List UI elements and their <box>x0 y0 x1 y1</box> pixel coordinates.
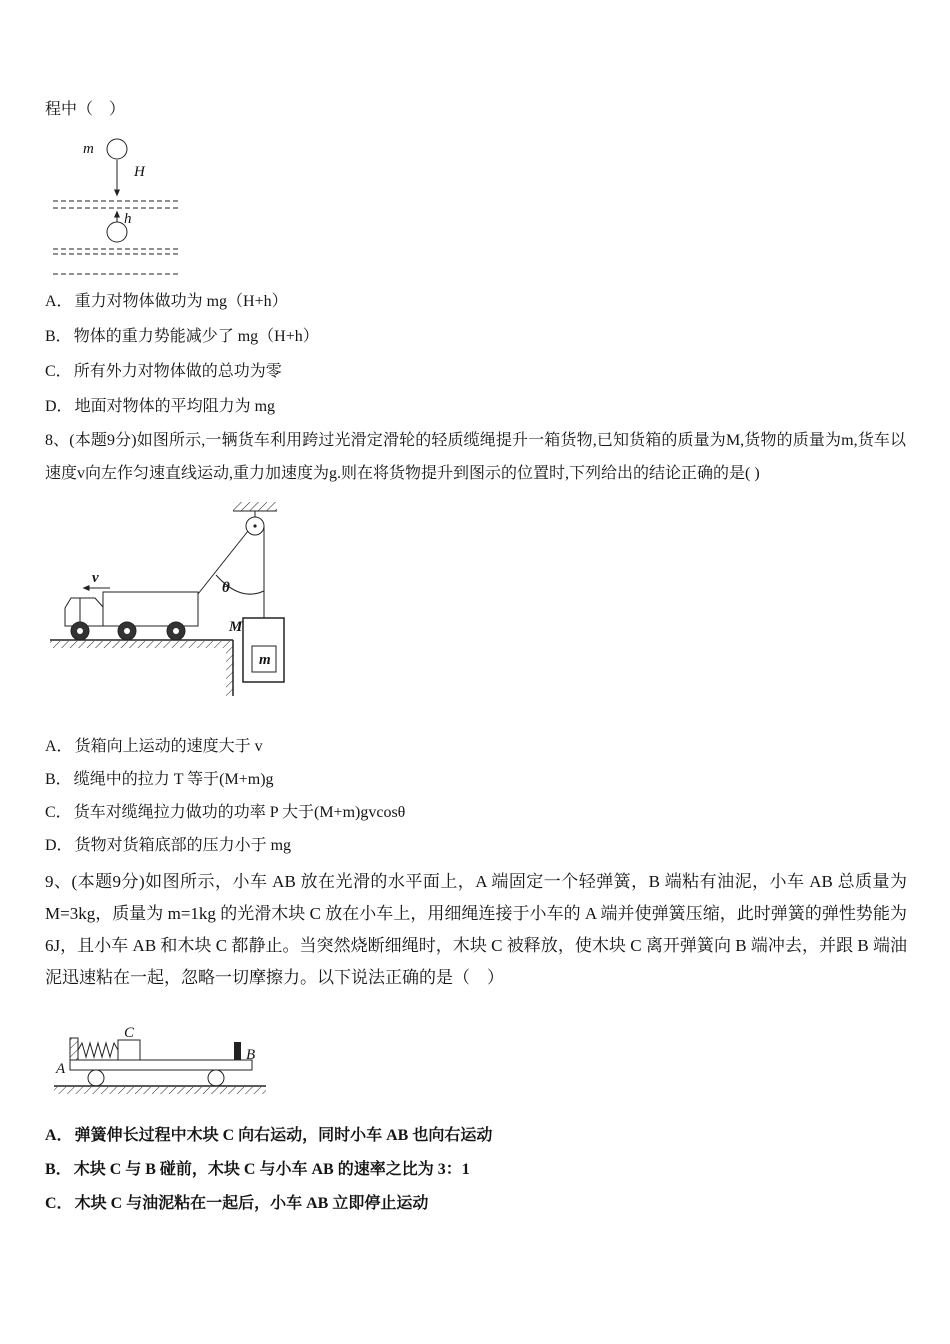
option-label: B． <box>45 328 72 345</box>
angle-label: θ <box>222 580 230 596</box>
ground-hatch <box>50 641 233 648</box>
option-label: A． <box>45 293 73 310</box>
option-label: C． <box>45 804 72 821</box>
ceiling-hatch <box>233 502 277 511</box>
wheel-hub <box>77 628 83 634</box>
option-label: D． <box>45 398 73 415</box>
q7-option-a <box>45 292 319 312</box>
option-text: 所有外力对物体做的总功为零 <box>73 363 282 380</box>
question-8-options <box>45 737 405 869</box>
wheel-hub <box>173 628 179 634</box>
q8-option-d <box>45 836 405 856</box>
option-label: C． <box>45 363 72 380</box>
ball-start <box>107 139 127 159</box>
q9-option-b <box>45 1160 492 1180</box>
cart-b-label: B <box>246 1047 256 1063</box>
cart-a-label: A <box>56 1061 66 1077</box>
question-7-options <box>45 292 319 432</box>
option-text: 货箱向上运动的速度大于 v <box>74 738 263 755</box>
block-c-label: C <box>124 1025 135 1041</box>
option-label: B． <box>45 1161 72 1178</box>
cart-platform <box>70 1060 252 1070</box>
option-text: 地面对物体的平均阻力为 mg <box>74 398 276 415</box>
q8-option-b <box>45 770 405 790</box>
load-label: m <box>259 652 271 668</box>
option-text: 木块 C 与 B 碰前，木块 C 与小车 AB 的速率之比为 3：1 <box>73 1161 470 1178</box>
cliff-hatch <box>226 648 233 696</box>
option-text: 物体的重力势能减少了 mg（H+h） <box>73 328 319 345</box>
ground-hatch <box>54 1087 266 1094</box>
q8-option-a <box>45 737 405 757</box>
option-text: 弹簧伸长过程中木块 C 向右运动，同时小车 AB 也向右运动 <box>74 1127 493 1144</box>
option-text: 货物对货箱底部的压力小于 mg <box>74 837 292 854</box>
container-label: M <box>229 619 243 635</box>
q7-option-b <box>45 327 319 347</box>
q7-option-d <box>45 397 319 417</box>
truck-bed <box>103 592 198 626</box>
question-7-stem-continuation: 程中（ ） <box>45 101 126 118</box>
option-label: A． <box>45 738 73 755</box>
option-text: 木块 C 与油泥粘在一起后，小车 AB 立即停止运动 <box>74 1195 429 1212</box>
spring <box>78 1043 118 1057</box>
putty-block <box>234 1042 241 1060</box>
figure-cart-spring <box>48 1025 288 1100</box>
question-8-stem: 8、(本题9分)如图所示,一辆货车利用跨过光滑定滑轮的轻质缆绳提升一箱货物,已知货箱的质量为M,货物的质量为m,货车以速度v向左作匀速直线运动,重力加速度为g.则在将货物提升到图示的位置时,下列给出的结论正确的是( ) <box>45 432 906 482</box>
wheel-hub <box>124 628 130 634</box>
block-c <box>118 1040 140 1060</box>
option-label: C． <box>45 1195 73 1212</box>
q9-option-a <box>45 1126 492 1146</box>
figure-truck-pulley <box>50 498 340 703</box>
depth-label: h <box>124 211 132 227</box>
option-label: B． <box>45 771 72 788</box>
question-9-stem: 9、(本题9分)如图所示，小车 AB 放在光滑的水平面上，A 端固定一个轻弹簧，B 端粘有油泥，小车 AB 总质量为 M=3kg，质量为 m=1kg 的光滑木块 C 放在小车上，用细绳连接于小车的 A 端并使弹簧压缩，此时弹簧的弹性势能为 6J，且小车 AB 和木块 C 都静止。当突然烧断细绳时，木块 C 被释放，使木块 C 离开弹簧向 B 端冲去，并跟 B 端油泥迅速粘在一起，忽略一切摩擦力。以下说法正确的是（ ） <box>45 872 907 987</box>
height-label: H <box>134 164 145 180</box>
mass-label: m <box>83 141 94 157</box>
option-text: 货车对缆绳拉力做功的功率 P 大于(M+m)gvcosθ <box>73 804 406 821</box>
q9-option-c <box>45 1194 492 1214</box>
option-text: 重力对物体做功为 mg（H+h） <box>74 293 288 310</box>
cart-wheel-left <box>88 1070 104 1086</box>
ball-end <box>107 222 127 242</box>
option-text: 缆绳中的拉力 T 等于(M+m)g <box>73 771 274 788</box>
q7-option-c <box>45 362 319 382</box>
question-9-options <box>45 1126 492 1228</box>
q8-option-c <box>45 803 405 823</box>
velocity-label: v <box>92 570 99 586</box>
figure-free-fall <box>50 131 185 281</box>
pulley-axle <box>253 524 256 527</box>
cart-wheel-right <box>208 1070 224 1086</box>
truck-cab <box>65 598 103 626</box>
option-label: D． <box>45 837 73 854</box>
option-label: A． <box>45 1127 73 1144</box>
